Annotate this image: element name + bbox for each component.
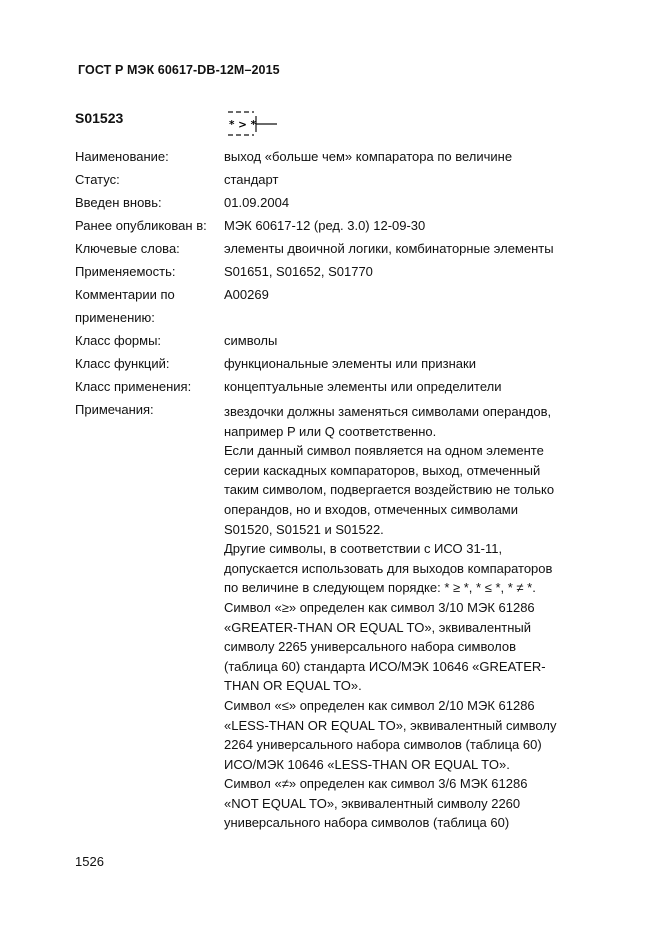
symbol-glyph-text: * > * [229,119,257,131]
field-label-name: Наименование: [75,149,169,164]
field-label-introduced: Введен вновь: [75,195,162,210]
field-value-shape-class: символы [224,333,278,348]
field-value-keywords: элементы двоичной логики, комбинаторные элементы [224,241,554,256]
notes-line: S01520, S01521 и S01522. [224,521,384,537]
notes-text [224,402,556,833]
notes-line: «LESS-THAN OR EQUAL TO», эквивалентный символу [224,717,557,733]
notes-line: звездочки должны заменяться символами операндов, [224,404,552,419]
notes-line: 2264 универсального набора символов (таблица 60) [224,737,542,753]
field-value-application-comments: A00269 [224,287,269,302]
field-label-shape-class: Класс формы: [75,333,162,348]
field-label-status: Статус: [75,172,120,187]
field-label-application-comments-line2: применению: [75,310,155,325]
notes-line: (таблица 60) стандарта ИСО/МЭК 10646 «GREATER- [224,658,546,674]
notes-line: по величине в следующем порядке: * ≥ *, * ≤ *, * ≠ *. [224,580,536,596]
field-value-introduced: 01.09.2004 [224,195,290,210]
field-label-application-class: Класс применения: [75,379,192,394]
notes-line: операндов, но и входов, отмеченных символами [224,501,518,517]
field-label-notes: Примечания: [75,402,154,417]
notes-line: например P или Q соответственно. [224,423,437,439]
field-value-function-class: функциональные элементы или признаки [224,356,476,371]
field-label-keywords: Ключевые слова: [75,241,180,256]
symbol-graphic [225,108,285,142]
field-value-status: стандарт [224,172,279,187]
field-label-applicability: Применяемость: [75,264,176,279]
notes-line: таким символом, подвергается воздействию не только [224,482,555,498]
notes-line: ИСО/МЭК 10646 «LESS-THAN OR EQUAL TO». [224,756,510,772]
notes-line: универсального набора символов (таблица 60) [224,815,510,831]
page-number: 1526 [75,854,104,869]
field-value-application-class: концептуальные элементы или определители [224,379,502,394]
field-value-previously-published: МЭК 60617-12 (ред. 3.0) 12-09-30 [224,218,426,233]
notes-line: THAN OR EQUAL TO». [224,678,362,694]
field-label-previously-published: Ранее опубликован в: [75,218,207,233]
notes-line: допускается использовать для выходов компараторов [224,560,553,576]
notes-line: серии каскадных компараторов, выход, отмеченный [224,462,541,478]
symbol-code: S01523 [75,110,124,126]
field-value-applicability: S01651, S01652, S01770 [224,264,373,279]
notes-line: символу 2265 универсального набора символов [224,639,517,655]
field-label-function-class: Класс функций: [75,356,170,371]
notes-line: «GREATER-THAN OR EQUAL TO», эквивалентный [224,619,531,635]
notes-line: Если данный символ появляется на одном элементе [224,443,544,459]
notes-line: Символ «≠» определен как символ 3/6 МЭК 61286 [224,776,528,792]
notes-line: Другие символы, в соответствии с ИСО 31-11, [224,541,503,557]
document-header: ГОСТ Р МЭК 60617-DB-12M–2015 [78,63,280,77]
field-label-application-comments-line1: Комментарии по [75,287,175,302]
field-value-name: выход «больше чем» компаратора по величине [224,149,513,164]
notes-line: «NOT EQUAL TO», эквивалентный символу 2260 [224,795,521,811]
notes-line: Символ «≤» определен как символ 2/10 МЭК 61286 [224,697,535,713]
notes-line: Символ «≥» определен как символ 3/10 МЭК 61286 [224,599,535,615]
comparator-output-symbol [225,108,285,142]
